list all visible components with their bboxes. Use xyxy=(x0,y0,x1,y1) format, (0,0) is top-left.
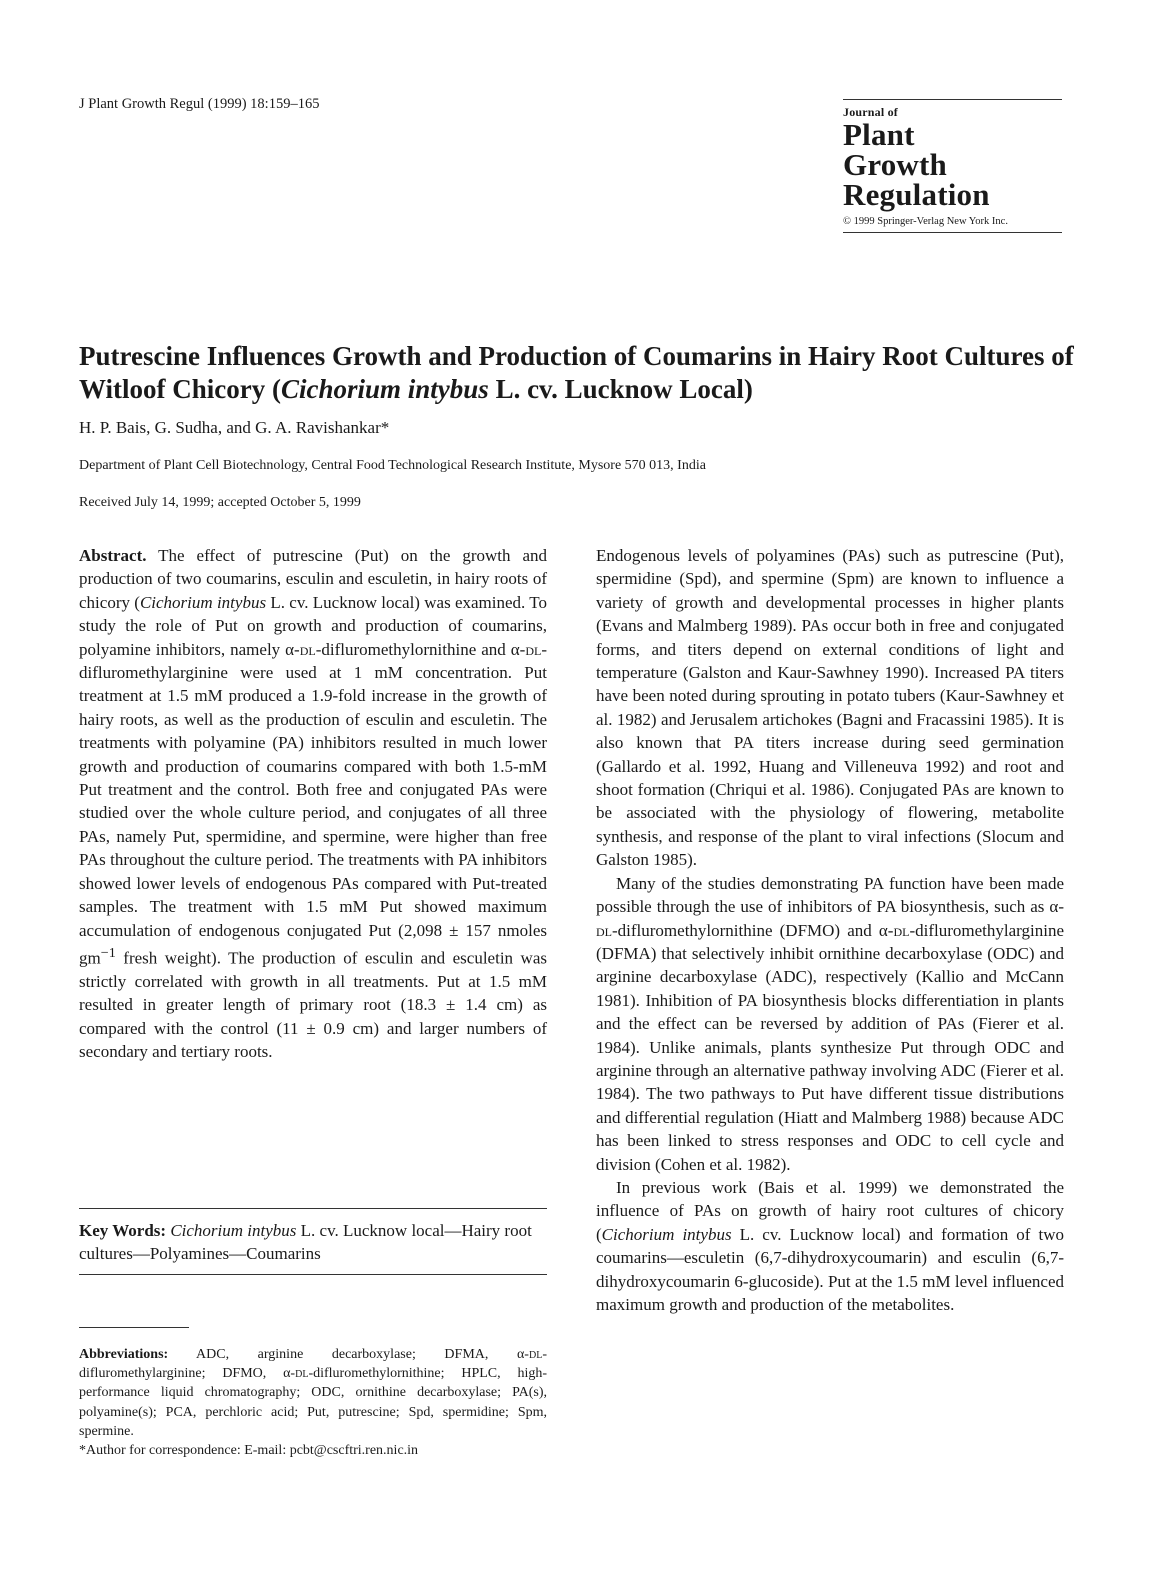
affiliation: Department of Plant Cell Biotechnology, Central Food Technological Research Institute, Mysore 570 013, India xyxy=(79,458,706,473)
journal-masthead xyxy=(843,99,1062,233)
journal-of-label: Journal of xyxy=(843,105,899,119)
article-title: Putrescine Influences Growth and Production of Coumarins in Hairy Root Cultures of Witloof Chicory (Cichorium intybus L. cv. Lucknow Local) xyxy=(79,341,1074,404)
footnote-rule xyxy=(79,1327,189,1328)
journal-name-line3: Regulation xyxy=(843,177,990,212)
keywords: Key Words: Cichorium intybus L. cv. Lucknow local—Hairy root cultures—Polyamines—Coumarins xyxy=(79,1208,547,1275)
journal-name-line1: Plant xyxy=(843,117,915,152)
running-head: J Plant Growth Regul (1999) 18:159–165 xyxy=(79,96,320,112)
copyright: © 1999 Springer-Verlag New York Inc. xyxy=(843,216,1008,227)
received-date: Received July 14, 1999; accepted October 5, 1999 xyxy=(79,495,361,510)
body-paragraph-3: In previous work (Bais et al. 1999) we demonstrated the influence of PAs on growth of hairy root cultures of chicory (Cichorium intybus L. cv. Lucknow local) and formation of two coumarins—esculetin (6,7-dihydroxycoumarin) and esculin (6,7-dihydroxycoumarin 6-glucoside). Put at the 1.5 mM level influenced maximum growth and production of the metabolites. xyxy=(596,1177,1064,1314)
abstract: Abstract. The effect of putrescine (Put) on the growth and production of two coumarins, esculin and esculetin, in hairy roots of chicory (Cichorium intybus L. cv. Lucknow local) was examined. To study the role of Put on growth and production of coumarins, polyamine inhibitors, namely α-dl-difluromethylornithine and α-dl-difluromethylarginine were used at 1 mM concentration. Put treatment at 1.5 mM produced a 1.9-fold increase in the growth of hairy roots, as well as the production of esculin and esculetin. The treatments with polyamine (PA) inhibitors resulted in much lower growth and production of coumarins compared with both 1.5-mM Put treatment and the control. Both free and conjugated PAs were studied over the whole culture period, and conjugates of all three PAs, namely Put, spermidine, and spermine, were higher than free PAs throughout the culture period. The treatments with PA inhibitors showed lower levels of endogenous PAs compared with Put-treated samples. The treatment with 1.5 mM Put showed maximum accumulation of endogenous conjugated Put (2,098 ± 157 nmoles $gm^{-1}$ fresh weight). The production of esculin and esculetin was strictly correlated with growth in all treatments. Put at 1.5 mM resulted in greater length of primary root (18.3 ± 1.4 cm) as compared with the control (11 ± 0.9 cm) and larger numbers of secondary and tertiary roots. xyxy=(79,546,547,1062)
body-text xyxy=(596,544,1064,1316)
footnotes xyxy=(79,1345,547,1460)
body-paragraph-1: Endogenous levels of polyamines (PAs) such as putrescine (Put), spermidine (Spd), and spermine (Spm) are known to influence a variety of growth and developmental processes in higher plants (Evans and Malmberg 1989). PAs occur both in free and conjugated forms, and titers depend on external conditions of light and temperature (Galston and Kaur-Sawhney 1990). Increased PA titers have been noted during sprouting in potato tubers (Kaur-Sawhney et al. 1982) and Jerusalem artichokes (Bagni and Fracassini 1985). It is also known that PA titers increase during seed germination (Gallardo et al. 1992, Huang and Villeneuva 1992) and root and shoot formation (Chriqui et al. 1986). Conjugated PAs are known to be associated with the physiology of flowering, metabolite synthesis, and response of the plant to viral infections (Slocum and Galston 1985). xyxy=(596,546,1064,870)
abbreviations-note: Abbreviations: ADC, arginine decarboxylase; DFMA, α-dl-difluromethylarginine; DFMO, α-dl-difluromethylornithine; HPLC, high-performance liquid chromatography; ODC, ornithine decarboxylase; PA(s), polyamine(s); PCA, perchloric acid; Put, putrescine; Spd, spermidine; Spm, spermine. xyxy=(79,1347,547,1439)
body-paragraph-2: Many of the studies demonstrating PA function have been made possible through the use of inhibitors of PA biosynthesis, such as α-dl-difluromethylornithine (DFMO) and α-dl-difluromethylarginine (DFMA) that selectively inhibit ornithine decarboxylase (ODC) and arginine decarboxylase (ADC), respectively (Kallio and McCann 1981). Inhibition of PA biosynthesis blocks differentiation in plants and the effect can be reversed by addition of PAs (Fierer et al. 1984). Unlike animals, plants synthesize Put through ODC and arginine through an alternative pathway involving ADC (Fierer et al. 1984). The two pathways to Put have different tissue distributions and differential regulation (Hiatt and Malmberg 1988) because ADC has been linked to stress responses and ODC to cell cycle and division (Cohen et al. 1982). xyxy=(596,873,1064,1174)
journal-name-line2: Growth xyxy=(843,147,947,182)
title-species: Cichorium intybus xyxy=(280,374,489,404)
correspondence-note: *Author for correspondence: E-mail: pcbt@cscftri.ren.nic.in xyxy=(79,1443,419,1459)
keywords-label: Key Words: xyxy=(79,1221,167,1240)
abstract-label: Abstract. xyxy=(79,546,147,565)
authors: H. P. Bais, G. Sudha, and G. A. Ravishankar* xyxy=(79,418,390,437)
